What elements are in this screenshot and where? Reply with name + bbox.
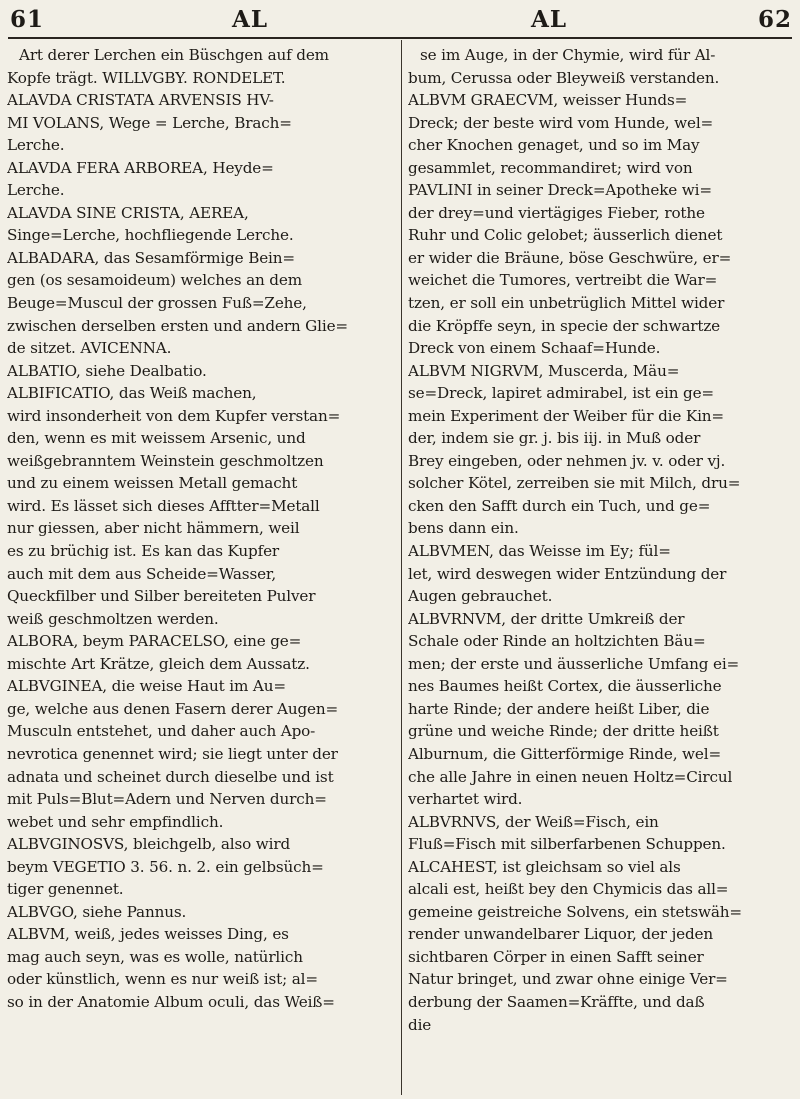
text-line: ALAVDA FERA ARBOREA, Heyde= bbox=[7, 158, 274, 177]
text-line: mein Experiment der Weiber für die Kin= bbox=[408, 406, 724, 425]
text-line: mag auch seyn, was es wolle, natürlich bbox=[7, 947, 303, 966]
text-line: bum, Cerussa oder Bleyweiß verstanden. bbox=[408, 68, 720, 87]
text-line: sichtbaren Cörper in einen Safft seiner bbox=[408, 947, 704, 966]
text-line: derbung der Saamen=Kräffte, und daß bbox=[408, 992, 705, 1011]
text-line: wird. Es lässet sich dieses Afftter=Metall bbox=[7, 496, 320, 515]
text-line: Brey eingeben, oder nehmen jv. v. oder vj. bbox=[408, 451, 726, 470]
text-line: mit Puls=Blut=Adern und Nerven durch= bbox=[7, 790, 327, 809]
text-line: ALAVDA SINE CRISTA, AEREA, bbox=[7, 203, 249, 222]
text-line: ALCAHEST, ist gleichsam so viel als bbox=[408, 857, 681, 876]
column-divider bbox=[401, 40, 402, 1095]
page-number-right: 62 bbox=[757, 6, 792, 33]
text-line: auch mit dem aus Scheide=Wasser, bbox=[7, 564, 277, 583]
text-line: so in der Anatomie Album oculi, das Weiß= bbox=[7, 992, 335, 1011]
header-rule bbox=[8, 37, 792, 39]
text-line: ALBVRNVM, der dritte Umkreiß der bbox=[408, 609, 685, 628]
page-number-left: 61 bbox=[10, 6, 45, 33]
text-line: wird insonderheit von dem Kupfer verstan= bbox=[7, 406, 341, 425]
text-line: se im Auge, in der Chymie, wird für Al- bbox=[420, 46, 716, 64]
text-line: oder künstlich, wenn es nur weiß ist; al= bbox=[7, 970, 318, 989]
text-line: Ruhr und Colic gelobet; äusserlich dienet bbox=[408, 226, 723, 245]
text-line: weichet die Tumores, vertreibt die War= bbox=[408, 271, 718, 290]
text-line: render unwandelbarer Liquor, der jeden bbox=[408, 925, 714, 944]
text-line: let, wird deswegen wider Entzündung der bbox=[408, 564, 727, 583]
text-line: und zu einem weissen Metall gemacht bbox=[7, 474, 298, 493]
text-line: Kopfe trägt. WILLVGBY. RONDELET. bbox=[7, 68, 286, 87]
text-line: Alburnum, die Gitterförmige Rinde, wel= bbox=[408, 744, 722, 763]
text-line: verhartet wird. bbox=[408, 790, 523, 809]
text-line: se=Dreck, lapiret admirabel, ist ein ge= bbox=[408, 384, 715, 403]
text-line: nes Baumes heißt Cortex, die äusserliche bbox=[408, 677, 722, 696]
text-line: er wider die Bräune, böse Geschwüre, er= bbox=[408, 248, 732, 267]
text-line: gen (os sesamoideum) welches an dem bbox=[7, 271, 302, 290]
text-line: zwischen derselben ersten und andern Glie= bbox=[7, 316, 348, 335]
text-line: Lerche. bbox=[7, 181, 65, 200]
text-line: ALBVGINOSVS, bleichgelb, also wird bbox=[7, 835, 291, 854]
text-line: ALAVDA CRISTATA ARVENSIS HV- bbox=[7, 91, 274, 110]
text-line: nevrotica genennet wird; sie liegt unter der bbox=[7, 744, 338, 763]
text-line: ALBORA, beym PARACELSO, eine ge= bbox=[7, 632, 302, 651]
text-line: Augen gebrauchet. bbox=[408, 587, 553, 606]
text-line: de sitzet. AVICENNA. bbox=[7, 339, 172, 358]
text-line: ALBVRNVS, der Weiß=Fisch, ein bbox=[408, 812, 659, 831]
text-line: Dreck; der beste wird vom Hunde, wel= bbox=[408, 113, 714, 132]
text-line: weißgebranntem Weinstein geschmoltzen bbox=[7, 451, 324, 470]
text-line: men; der erste und äusserliche Umfang ei= bbox=[408, 654, 740, 673]
text-line: MI VOLANS, Wege = Lerche, Brach= bbox=[7, 113, 292, 132]
text-line: ALBVM NIGRVM, Muscerda, Mäu= bbox=[408, 361, 680, 380]
text-line: die bbox=[408, 1015, 432, 1034]
text-line: Musculn entstehet, und daher auch Apo- bbox=[7, 722, 316, 741]
left-column bbox=[7, 44, 395, 1014]
text-line: Art derer Lerchen ein Büschgen auf dem bbox=[19, 46, 329, 64]
catchword-right: AL bbox=[531, 6, 568, 33]
text-line: ALBADARA, das Sesamförmige Bein= bbox=[7, 248, 295, 267]
text-line: bens dann ein. bbox=[408, 519, 519, 538]
text-line: der drey=und viertägiges Fieber, rothe bbox=[408, 203, 705, 222]
text-line: che alle Jahre in einen neuen Holtz=Circul bbox=[408, 767, 733, 786]
right-column bbox=[408, 44, 796, 1036]
text-line: Beuge=Muscul der grossen Fuß=Zehe, bbox=[7, 294, 307, 313]
text-line: Schale oder Rinde an holtzichten Bäu= bbox=[408, 632, 706, 651]
text-line: es zu brüchig ist. Es kan das Kupfer bbox=[7, 542, 280, 561]
text-line: ALBVM GRAECVM, weisser Hunds= bbox=[408, 91, 688, 110]
text-line: Lerche. bbox=[7, 136, 65, 155]
text-line: Natur bringet, und zwar ohne einige Ver= bbox=[408, 970, 728, 989]
text-line: cken den Safft durch ein Tuch, und ge= bbox=[408, 496, 711, 515]
text-line: ALBATIO, siehe Dealbatio. bbox=[7, 361, 207, 380]
text-line: ALBVGO, siehe Pannus. bbox=[7, 902, 187, 921]
text-line: tiger genennet. bbox=[7, 880, 124, 899]
text-line: PAVLINI in seiner Dreck=Apotheke wi= bbox=[408, 181, 712, 200]
text-line: der, indem sie gr. j. bis iij. in Muß oder bbox=[408, 429, 701, 448]
text-line: adnata und scheinet durch dieselbe und ist bbox=[7, 767, 334, 786]
text-line: ALBVGINEA, die weise Haut im Au= bbox=[7, 677, 286, 696]
text-line: ALBIFICATIO, das Weiß machen, bbox=[7, 384, 257, 403]
text-line: cher Knochen genaget, und so im May bbox=[408, 136, 700, 155]
text-line: Fluß=Fisch mit silberfarbenen Schuppen. bbox=[408, 835, 726, 854]
text-line: nur giessen, aber nicht hämmern, weil bbox=[7, 519, 300, 538]
text-line: mischte Art Krätze, gleich dem Aussatz. bbox=[7, 654, 310, 673]
text-line: gesammlet, recommandiret; wird von bbox=[408, 158, 693, 177]
text-line: grüne und weiche Rinde; der dritte heißt bbox=[408, 722, 719, 741]
running-header bbox=[0, 0, 800, 38]
catchword-left: AL bbox=[232, 6, 269, 33]
text-line: Queckfilber und Silber bereiteten Pulver bbox=[7, 587, 316, 606]
text-line: beym VEGETIO 3. 56. n. 2. ein gelbsüch= bbox=[7, 857, 324, 876]
text-line: den, wenn es mit weissem Arsenic, und bbox=[7, 429, 306, 448]
text-line: die Kröpffe seyn, in specie der schwartze bbox=[408, 316, 721, 335]
text-line: solcher Kötel, zerreiben sie mit Milch, dru= bbox=[408, 474, 741, 493]
text-line: Dreck von einem Schaaf=Hunde. bbox=[408, 339, 661, 358]
text-line: ALBVM, weiß, jedes weisses Ding, es bbox=[7, 925, 289, 944]
text-line: ge, welche aus denen Fasern derer Augen= bbox=[7, 699, 339, 718]
text-line: alcali est, heißt bey den Chymicis das all= bbox=[408, 880, 729, 899]
text-line: harte Rinde; der andere heißt Liber, die bbox=[408, 699, 710, 718]
text-line: ALBVMEN, das Weisse im Ey; fül= bbox=[408, 542, 671, 561]
text-line: Singe=Lerche, hochfliegende Lerche. bbox=[7, 226, 294, 245]
text-line: gemeine geistreiche Solvens, ein stetswäh= bbox=[408, 902, 742, 921]
text-line: webet und sehr empfindlich. bbox=[7, 812, 224, 831]
text-line: tzen, er soll ein unbetrüglich Mittel wider bbox=[408, 294, 725, 313]
text-line: weiß geschmoltzen werden. bbox=[7, 609, 219, 628]
